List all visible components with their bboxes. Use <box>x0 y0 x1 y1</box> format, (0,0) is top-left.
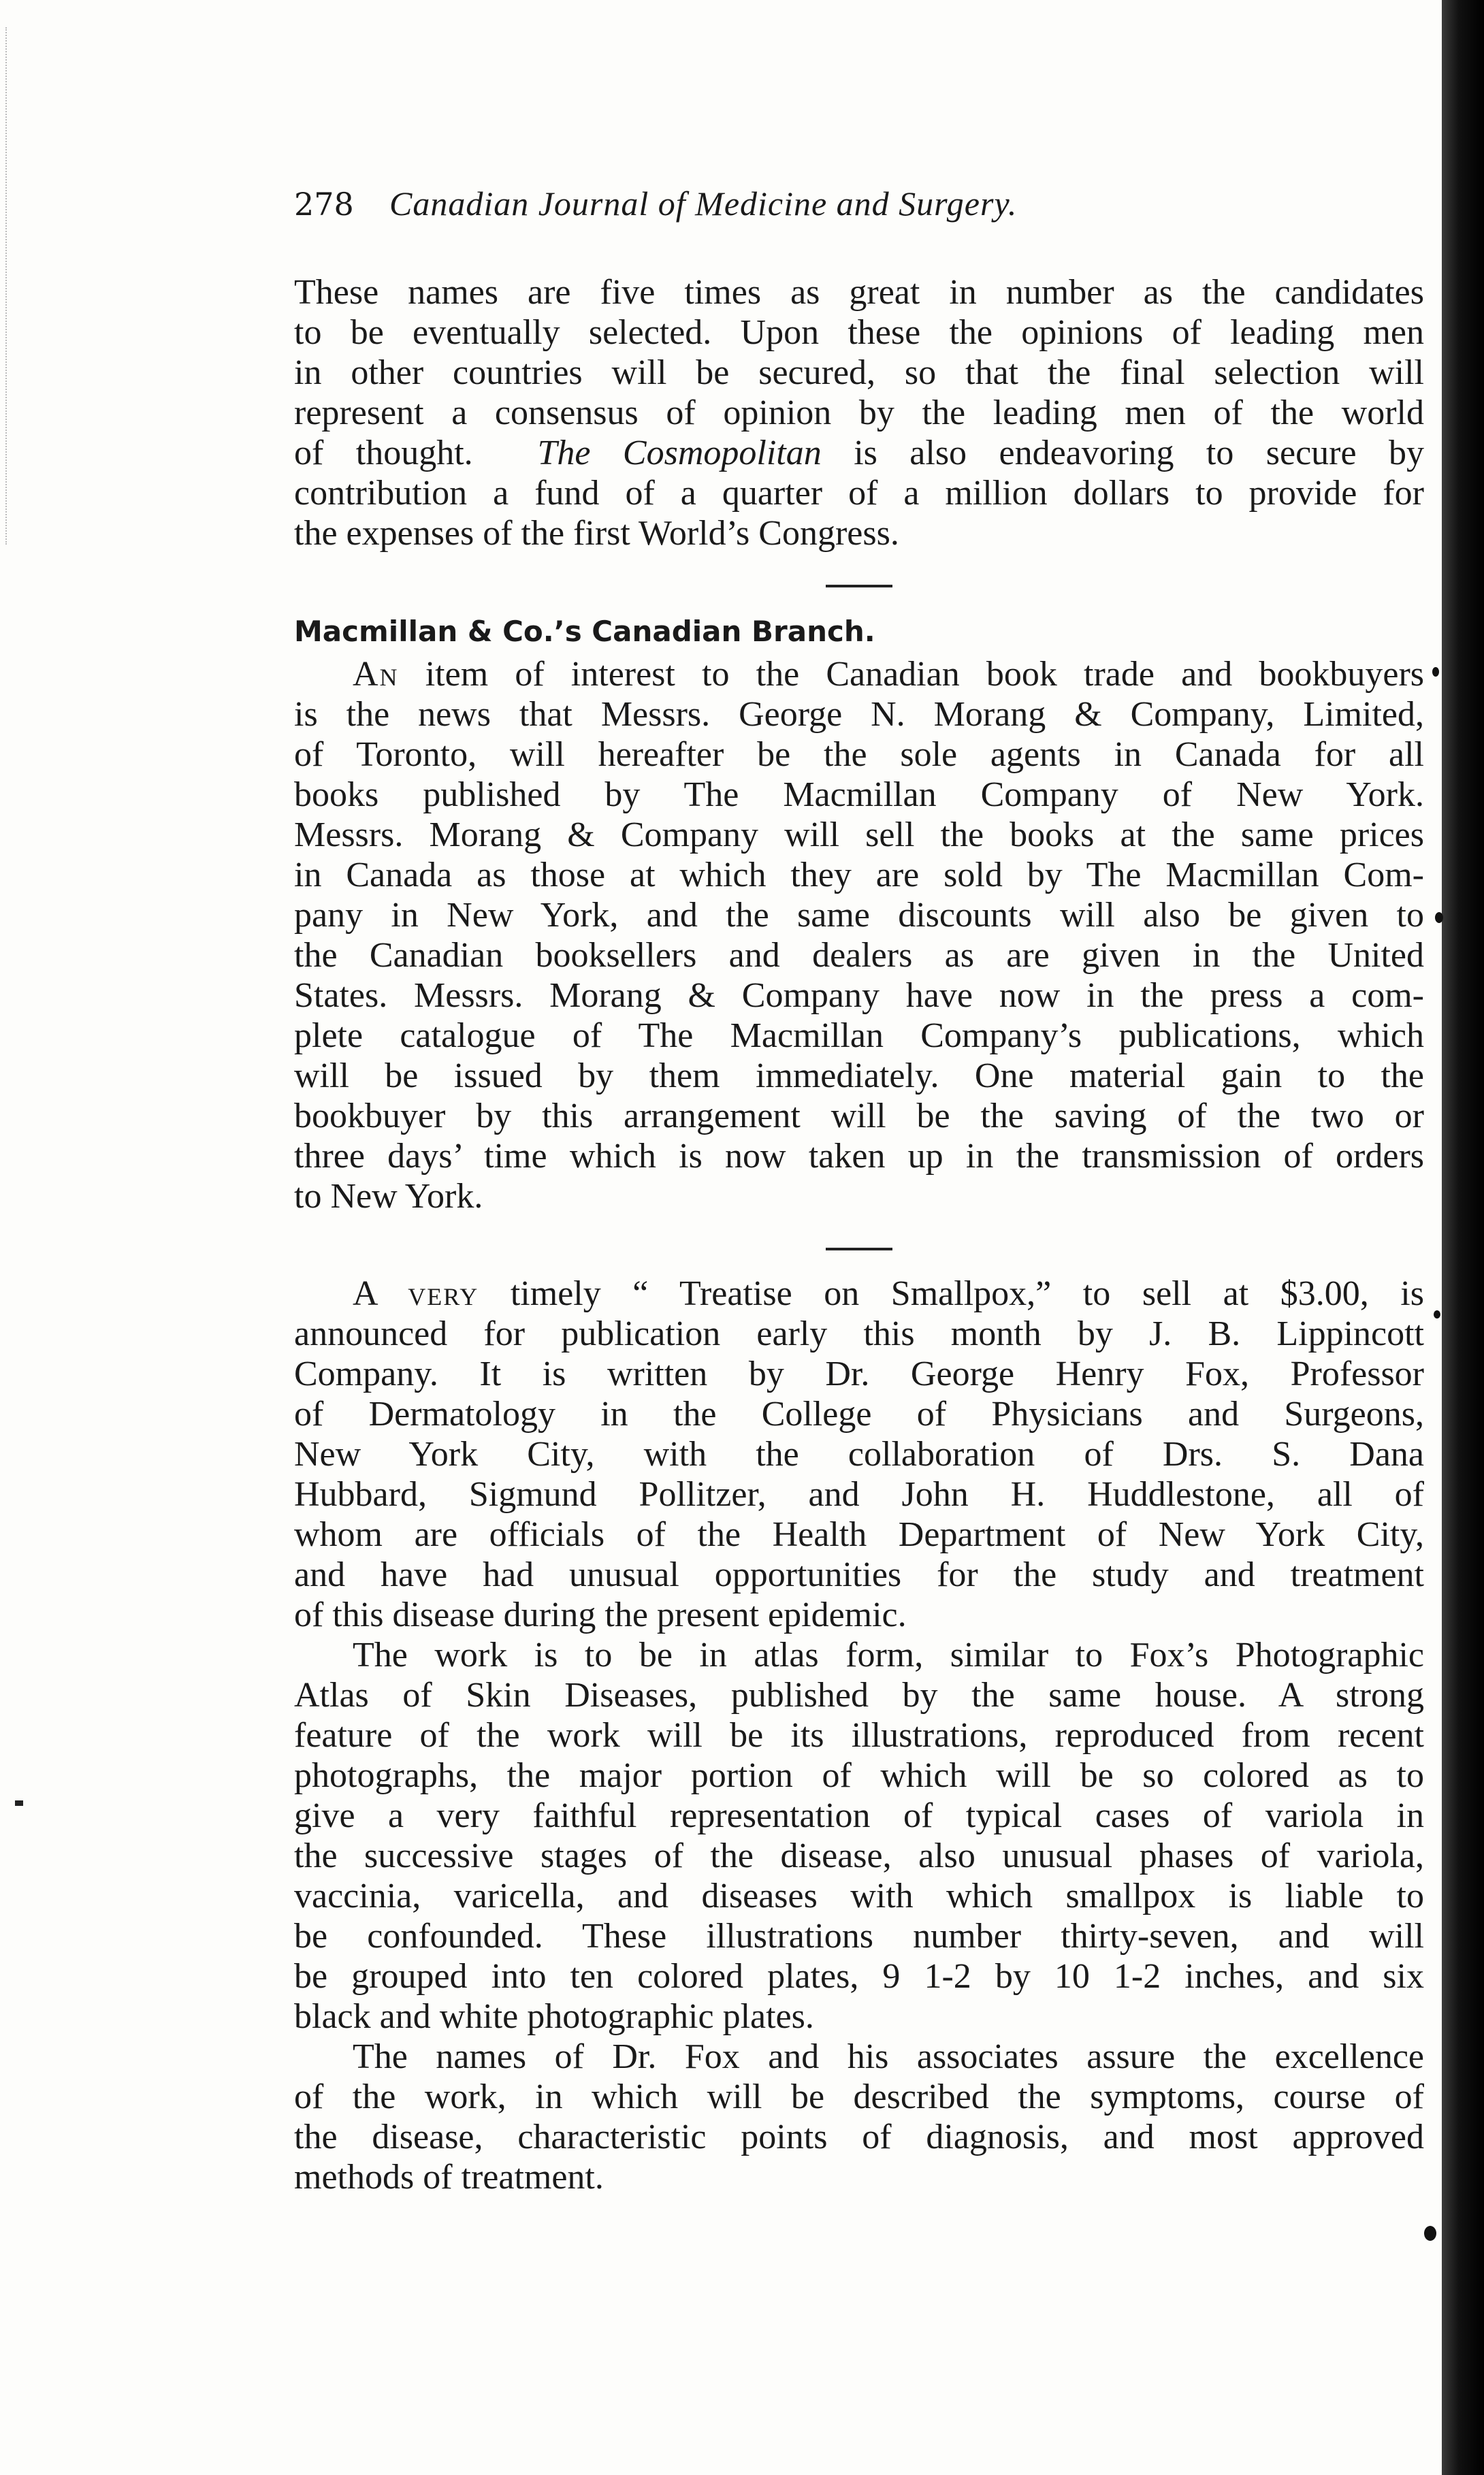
text-line: whom are officials of the Health Department of New York City, <box>294 1515 1424 1554</box>
text-line: New York City, with the collaboration of Drs. S. Dana <box>294 1435 1424 1474</box>
text-line: be grouped into ten colored plates, 9 1-2 by 10 1-2 inches, and six <box>294 1957 1424 1996</box>
text-line: three days’ time which is now taken up in the transmission of orders <box>294 1137 1424 1176</box>
italic-title: The Cosmopolitan <box>537 434 822 472</box>
text-fragment: timely “ Treatise on Smallpox,” to sell at $3.00, is <box>510 1274 1424 1313</box>
dropcap-word: An <box>353 655 399 694</box>
section-divider <box>826 1248 892 1250</box>
text-line: in other countries will be secured, so that the final selection will <box>294 353 1424 392</box>
text-line: Atlas of Skin Diseases, published by the same house. A strong <box>294 1676 1424 1715</box>
text-fragment: of thought. <box>294 434 473 472</box>
text-line: Hubbard, Sigmund Pollitzer, and John H. Huddlestone, all of <box>294 1475 1424 1514</box>
text-line: vaccinia, varicella, and diseases with which smallpox is liable to <box>294 1877 1424 1915</box>
text-line: The work is to be in atlas form, similar to Fox’s Photographic <box>353 1636 1424 1675</box>
binding-speck <box>1434 1310 1440 1319</box>
section-divider <box>826 585 892 587</box>
text-line: the disease, characteristic points of diagnosis, and most approved <box>294 2118 1424 2156</box>
text-line: represent a consensus of opinion by the leading men of the world <box>294 393 1424 432</box>
text-line <box>294 433 1424 473</box>
text-line: is the news that Messrs. George N. Morang & Company, Limited, <box>294 695 1424 734</box>
text-line: of Dermatology in the College of Physicians and Surgeons, <box>294 1395 1424 1434</box>
text-line: of the work, in which will be described the symptoms, course of <box>294 2077 1424 2116</box>
article-paragraph <box>294 1274 1424 1635</box>
text-line: give a very faithful representation of typical cases of variola in <box>294 1796 1424 1835</box>
text-line: to New York. <box>294 1177 483 1216</box>
text-line: in Canada as those at which they are sold by The Macmillan Com- <box>294 856 1424 894</box>
text-line: the expenses of the first World’s Congress. <box>294 514 899 553</box>
text-line: announced for publication early this month by J. B. Lippincott <box>294 1314 1424 1353</box>
page-edge-marks <box>5 27 10 545</box>
page-number: 278 <box>294 186 354 223</box>
text-line: Company. It is written by Dr. George Henry Fox, Professor <box>294 1355 1424 1393</box>
article-paragraph <box>294 1635 1424 2037</box>
binding-edge <box>1442 0 1484 2475</box>
text-line: The names of Dr. Fox and his associates assure the excellence <box>353 2037 1424 2076</box>
text-line: and have had unusual opportunities for the study and treatment <box>294 1555 1424 1594</box>
text-line <box>294 1274 1424 1314</box>
text-line: Messrs. Morang & Company will sell the books at the same prices <box>294 815 1424 854</box>
smallcaps-word: very <box>408 1274 479 1313</box>
text-line: to be eventually selected. Upon these the opinions of leading men <box>294 313 1424 352</box>
stray-mark <box>15 1800 23 1806</box>
text-line: the Canadian booksellers and dealers as are given in the United <box>294 936 1424 975</box>
text-line: photographs, the major portion of which will be so colored as to <box>294 1756 1424 1795</box>
text-column <box>294 184 1424 2197</box>
text-fragment: is also endeavoring to secure by <box>854 434 1425 472</box>
text-line: feature of the work will be its illustrations, reproduced from recent <box>294 1716 1424 1755</box>
text-line <box>294 654 1424 694</box>
text-fragment: item of interest to the Canadian book trade and bookbuyers <box>425 655 1425 694</box>
running-head <box>294 184 1424 231</box>
article-paragraph <box>294 654 1424 1216</box>
text-line: These names are five times as great in number as the candidates <box>294 273 1424 312</box>
text-line: be confounded. These illustrations number thirty-seven, and will <box>294 1917 1424 1956</box>
text-line: of this disease during the present epidemic. <box>294 1596 907 1634</box>
binding-speck <box>1424 2226 1436 2241</box>
section-heading: Macmillan & Co.’s Canadian Branch. <box>294 615 875 648</box>
text-line: black and white photographic plates. <box>294 1997 814 2036</box>
journal-title: Canadian Journal of Medicine and Surgery. <box>389 184 1018 223</box>
text-line: plete catalogue of The Macmillan Company’s publications, which <box>294 1016 1424 1055</box>
text-line: of Toronto, will hereafter be the sole agents in Canada for all <box>294 735 1424 774</box>
binding-speck <box>1435 912 1443 923</box>
continuation-paragraph <box>294 272 1424 553</box>
text-line: will be issued by them immediately. One material gain to the <box>294 1056 1424 1095</box>
text-line: methods of treatment. <box>294 2158 604 2197</box>
article-paragraph <box>294 2037 1424 2197</box>
binding-speck <box>1432 667 1439 677</box>
text-line: bookbuyer by this arrangement will be the saving of the two or <box>294 1097 1424 1135</box>
text-line: books published by The Macmillan Company of New York. <box>294 775 1424 814</box>
text-line: contribution a fund of a quarter of a million dollars to provide for <box>294 474 1424 513</box>
text-fragment: A <box>353 1274 376 1313</box>
text-line: States. Messrs. Morang & Company have now in the press a com- <box>294 976 1424 1015</box>
text-line: pany in New York, and the same discounts will also be given to <box>294 896 1424 935</box>
text-line: the successive stages of the disease, also unusual phases of variola, <box>294 1837 1424 1875</box>
